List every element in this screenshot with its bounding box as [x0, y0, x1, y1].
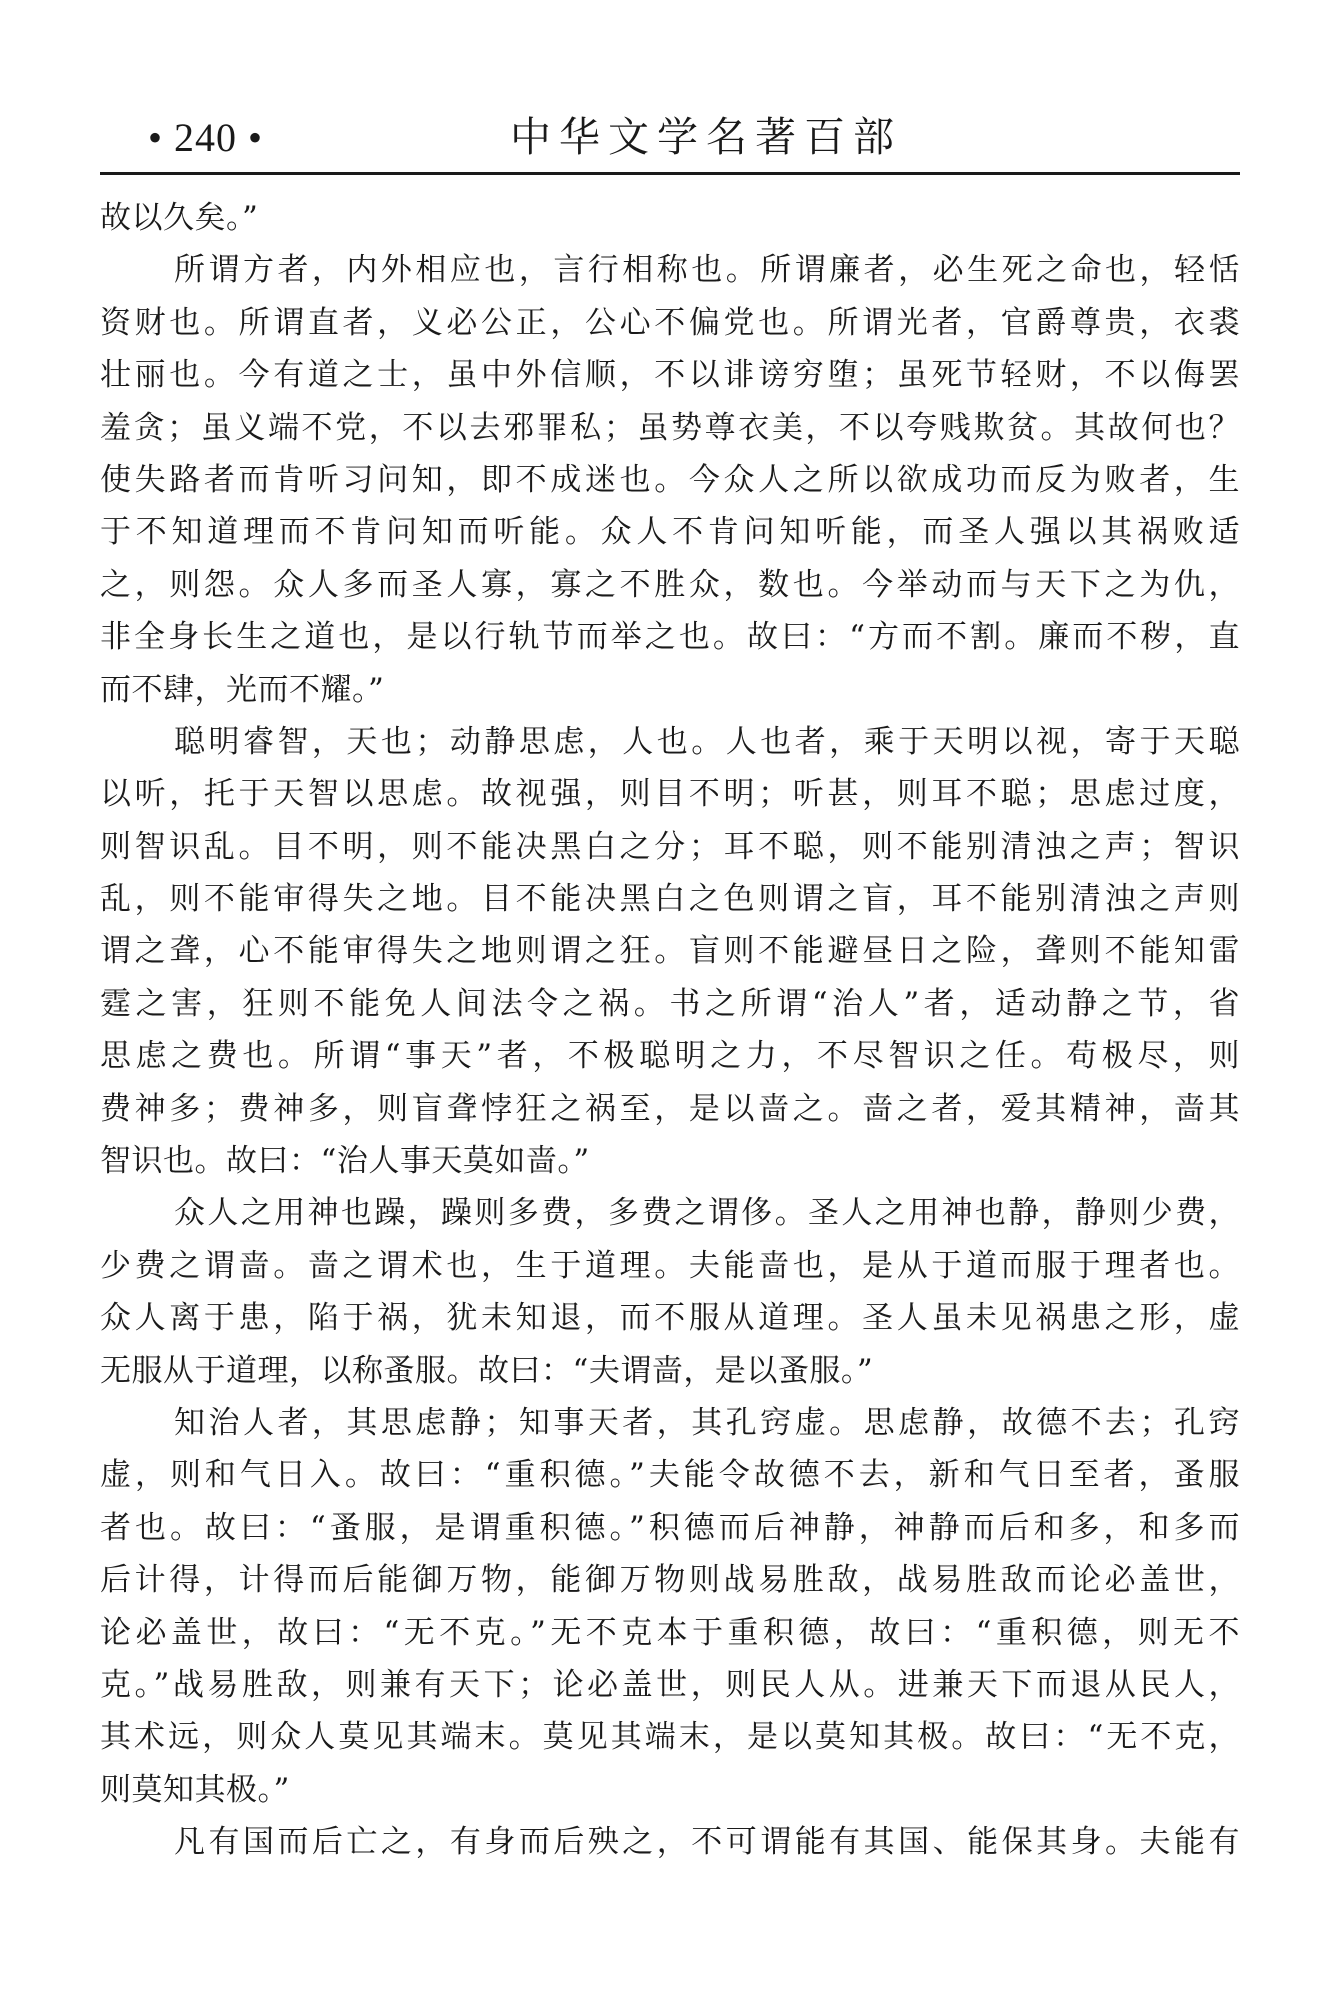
- text-line: 智识也。故曰：“治人事天莫如啬。”: [100, 1143, 590, 1180]
- text-line: 非全身长生之道也，是以行轨节而举之也。故曰：“方而不割。廉而不秽，直: [100, 619, 1240, 656]
- text-line: 以听，托于天智以思虑。故视强，则目不明；听甚，则耳不聪；思虑过度，: [100, 776, 1240, 813]
- text-line: 于不知道理而不肯问知而听能。众人不肯问知听能，而圣人强以其祸败适: [100, 514, 1240, 551]
- text-line: 聪明睿智，天也；动静思虑，人也。人也者，乘于天明以视，寄于天聪: [174, 723, 1240, 760]
- text-line: 少费之谓啬。啬之谓术也，生于道理。夫能啬也，是从于道而服于理者也。: [100, 1247, 1240, 1284]
- text-line: 之，则怨。众人多而圣人寡，寡之不胜众，数也。今举动而与天下之为仇，: [100, 566, 1240, 603]
- page-header: [100, 108, 1240, 168]
- text-line: 所谓方者，内外相应也，言行相称也。所谓廉者，必生死之命也，轻恬: [174, 252, 1240, 289]
- text-line: 谓之聋，心不能审得失之地则谓之狂。盲则不能避昼日之险，聋则不能知雷: [100, 933, 1240, 970]
- text-line: 费神多；费神多，则盲聋悖狂之祸至，是以啬之。啬之者，爱其精神，啬其: [100, 1090, 1240, 1127]
- text-line: 霆之害，狂则不能免人间法令之祸。书之所谓“治人”者，适动静之节，省: [100, 985, 1240, 1022]
- text-line: 众人之用神也躁，躁则多费，多费之谓侈。圣人之用神也静，静则少费，: [174, 1195, 1240, 1232]
- text-line: 壮丽也。今有道之士，虽中外信顺，不以诽谤穷堕；虽死节轻财，不以侮罢: [100, 357, 1240, 394]
- text-line: 者也。故曰：“蚤服，是谓重积德。”积德而后神静，神静而后和多，和多而: [100, 1509, 1240, 1546]
- text-line: 而不肆，光而不耀。”: [100, 671, 385, 708]
- text-line: 乱，则不能审得失之地。目不能决黑白之色则谓之盲，耳不能别清浊之声则: [100, 881, 1240, 918]
- body-text: [100, 192, 1240, 1869]
- text-line: 众人离于患，陷于祸，犹未知退，而不服从道理。圣人虽未见祸患之形，虚: [100, 1300, 1240, 1337]
- text-line: 虚，则和气日入。故曰：“重积德。”夫能令故德不去，新和气日至者，蚤服: [100, 1457, 1240, 1494]
- text-line: 思虑之费也。所谓“事天”者，不极聪明之力，不尽智识之任。苟极尽，则: [100, 1038, 1240, 1075]
- running-title: 中华文学名著百部: [510, 113, 902, 161]
- text-line: 则智识乱。目不明，则不能决黑白之分；耳不聪，则不能别清浊之声；智识: [100, 828, 1240, 865]
- text-line: 克。”战易胜敌，则兼有天下；论必盖世，则民人从。进兼天下而退从民人，: [100, 1666, 1240, 1703]
- text-line: 羞贪；虽义端不党，不以去邪罪私；虽势尊衣美，不以夸贱欺贫。其故何也？: [100, 409, 1240, 446]
- text-line: 资财也。所谓直者，义必公正，公心不偏党也。所谓光者，官爵尊贵，衣裘: [100, 304, 1240, 341]
- text-line: 后计得，计得而后能御万物，能御万物则战易胜敌，战易胜敌而论必盖世，: [100, 1562, 1240, 1599]
- text-line: 无服从于道理，以称蚤服。故曰：“夫谓啬，是以蚤服。”: [100, 1352, 874, 1389]
- text-line: 则莫知其极。”: [100, 1771, 290, 1808]
- text-line: 其术远，则众人莫见其端末。莫见其端末，是以莫知其极。故曰：“无不克，: [100, 1719, 1240, 1756]
- text-line: 论必盖世，故曰：“无不克。”无不克本于重积德，故曰：“重积德，则无不: [100, 1614, 1240, 1651]
- header-rule: [100, 172, 1240, 175]
- text-line: 使失路者而肯听习问知，即不成迷也。今众人之所以欲成功而反为败者，生: [100, 461, 1240, 498]
- text-line: 故以久矣。”: [100, 200, 259, 236]
- text-line: 凡有国而后亡之，有身而后殃之，不可谓能有其国、能保其身。夫能有: [174, 1824, 1240, 1861]
- text-line: 知治人者，其思虑静；知事天者，其孔窍虚。思虑静，故德不去；孔窍: [174, 1404, 1240, 1441]
- page-number: • 240 •: [148, 115, 264, 160]
